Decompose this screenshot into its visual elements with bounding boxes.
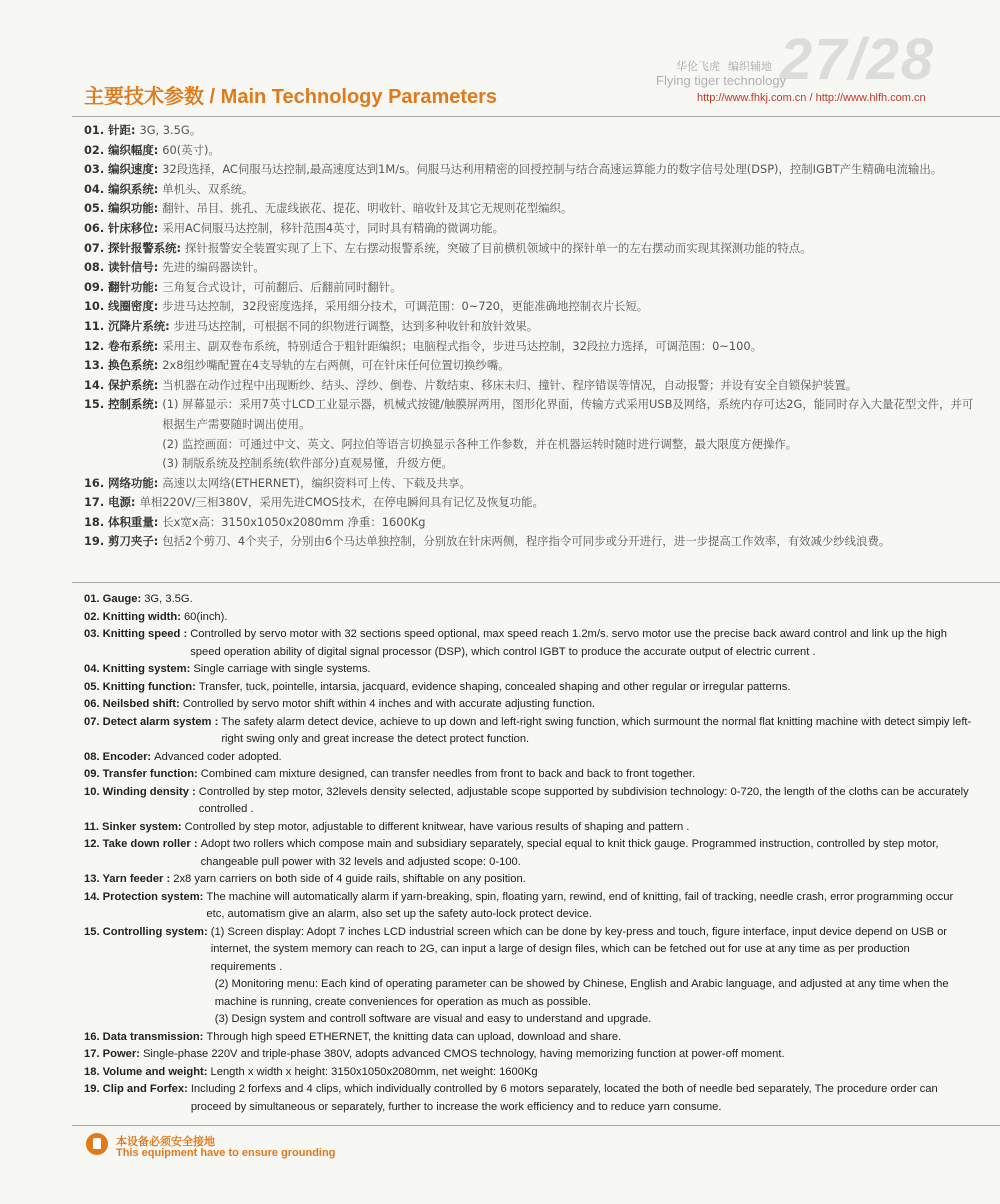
- divider-middle: [72, 582, 1000, 583]
- parameter-value: (1) Screen display: Adopt 7 inches LCD industrial screen which can be done by key-press and touch, figure interface, input device depend on USB or internet, the system memory can reach to 2G, can input a large of design files, which can be fetched out for use at any time as per production requirements .: [210, 925, 948, 973]
- parameter-row: [84, 199, 984, 219]
- parameter-value: 当机器在动作过程中出现断纱、结头、浮纱、倒卷、片数结束、移床未归、撞针、程序错误等情况，自动报警；并设有安全自锁保护装置。: [162, 377, 858, 392]
- parameter-row: [84, 889, 974, 924]
- parameter-label: 17. Power:: [84, 1048, 140, 1060]
- parameter-label: 09. 翻针功能:: [84, 279, 159, 294]
- parameter-value: 60(英寸)。: [162, 142, 220, 157]
- parameter-label: 08. Encoder:: [84, 750, 152, 763]
- parameter-row: [84, 1064, 974, 1082]
- parameter-label: 15. 控制系统:: [84, 397, 159, 412]
- parameter-row: [84, 278, 984, 298]
- parameter-value: Through high speed ETHERNET, the knitting data can upload, download and share.: [206, 1030, 622, 1043]
- parameter-label: 01. 针距:: [84, 123, 136, 137]
- parameter-row: [84, 591, 974, 609]
- parameter-value: Single carriage with single systems.: [193, 663, 371, 675]
- parameter-value: 探针报警安全装置实现了上下、左右摆动报警系统，突破了目前横机领域中的探针单一的左右摆动而实现其探测功能的特点。: [185, 240, 812, 255]
- page-title: 主要技术参数 / Main Technology Parameters: [84, 86, 498, 108]
- parameter-value: (2) 监控画面：可通过中文、英文、阿拉伯等语言切换显示各种工作参数，并在机器运转时随时进行调整，最大限度方便操作。: [162, 436, 798, 451]
- parameter-row: [84, 454, 984, 474]
- parameter-value: 32段选择，AC伺服马达控制,最高速度达到1M/s。伺服马达利用精密的回授控制与结合高速运算能力的数字信号处理(DSP)，控制IGBT产生精确电流输出。: [162, 162, 943, 177]
- parameter-value: 步进马达控制，32段密度选择，采用细分技术，可调范围：0~720，更能准确地控制衣片长短。: [162, 299, 649, 314]
- parameter-row: [84, 297, 984, 317]
- parameter-value: 单机头、双系统。: [162, 181, 254, 196]
- parameter-row: [84, 160, 984, 180]
- parameter-row: [84, 337, 984, 357]
- parameter-label: 07. 探针报警系统:: [84, 240, 182, 255]
- footer-warning-chinese: 本设备必须安全接地: [116, 1135, 215, 1148]
- parameter-row: [84, 395, 984, 434]
- parameter-value: 三角复合式设计，可前翻后、后翻前同时翻针。: [162, 279, 402, 294]
- parameter-label: 18. Volume and weight:: [84, 1065, 208, 1078]
- parameter-label: 07. Detect alarm system :: [84, 715, 219, 728]
- page-number: 27/28: [780, 27, 936, 92]
- parameter-row: [84, 976, 974, 1011]
- parameter-value: 步进马达控制，可根据不同的织物进行调整，达到多种收针和放针效果。: [173, 318, 539, 333]
- parameter-value: 采用AC伺服马达控制，移针范围4英寸，同时具有精确的微调功能。: [162, 220, 504, 235]
- parameter-label: 14. 保护系统:: [84, 377, 159, 392]
- chinese-parameter-list: [84, 121, 984, 552]
- parameter-label: 15. Controlling system:: [84, 925, 208, 938]
- parameter-value: The safety alarm detect device, achieve to up down and left-right swing function, which surmount the normal flat knitting machine with detect simpiy left-right swing only and great increase the detect protect function.: [221, 715, 972, 745]
- parameter-label: 04. 编织系统:: [84, 181, 159, 196]
- brand-english: Flying tiger technology: [656, 73, 787, 88]
- parameter-label: 03. 编织速度:: [84, 162, 159, 177]
- parameter-label: 16. Data transmission:: [84, 1030, 204, 1043]
- parameter-label: 02. 编织幅度:: [84, 142, 159, 157]
- parameter-row: [84, 376, 984, 396]
- parameter-value: Controlled by servo motor with 32 sections speed optional, max speed reach 1.2m/s. servo motor use the precise back award control and link up the high speed operation ability of digital signal processor (DSP), which control IGBT to produce the accurate output of electric current .: [190, 628, 947, 658]
- parameter-value: (3) 制版系统及控制系统(软件部分)直观易懂，升级方便。: [162, 456, 453, 471]
- parameter-label: 17. 电源:: [84, 495, 136, 510]
- parameter-label: 03. Knitting speed :: [84, 628, 188, 640]
- parameter-label: 04. Knitting system:: [84, 663, 191, 675]
- parameter-value: (2) Monitoring menu: Each kind of operating parameter can be showed by Chinese, English and Arabic language, and adjusted at any time when the machine is running, create conveniences for operation as much as possible.: [214, 978, 949, 1008]
- parameter-label: 06. Neilsbed shift:: [84, 698, 180, 710]
- parameter-row: [84, 609, 974, 627]
- parameter-row: [84, 1011, 974, 1029]
- parameter-value: Single-phase 220V and triple-phase 380V, adopts advanced CMOS technology, having memorizing function at power-off moment.: [142, 1048, 785, 1060]
- parameter-row: [84, 696, 974, 714]
- parameter-value: 包括2个剪刀、4个夹子，分别由6个马达单独控制，分别放在针床两侧，程序指令可同步或分开进行，进一步提高工作效率，有效减少纱线浪费。: [162, 534, 891, 549]
- parameter-value: 单相220V/三相380V，采用先进CMOS技术，在停电瞬间具有记忆及恢复功能。: [139, 495, 544, 510]
- parameter-label: 05. Knitting function:: [84, 680, 196, 693]
- parameter-value: 2x8 yarn carriers on both side of 4 guide rails, shiftable on any position.: [173, 873, 526, 885]
- parameter-row: [84, 749, 974, 767]
- parameter-row: [84, 435, 984, 455]
- parameter-row: [84, 219, 984, 239]
- parameter-label: 11. 沉降片系统:: [84, 318, 170, 333]
- parameter-row: [84, 356, 984, 376]
- parameter-value: Combined cam mixture designed, can transfer needles from front to back and back to front together.: [200, 768, 696, 780]
- parameter-row: [84, 1081, 974, 1116]
- grounding-warning-icon: [86, 1133, 108, 1155]
- parameter-row: [84, 493, 984, 513]
- parameter-row: [84, 513, 984, 533]
- website-urls[interactable]: http://www.fhkj.com.cn / http://www.hlfh.com.cn: [697, 92, 926, 104]
- parameter-row: [84, 317, 984, 337]
- parameter-row: [84, 532, 984, 552]
- parameter-row: [84, 121, 984, 141]
- footer-warning-english: This equipment have to ensure grounding: [116, 1147, 336, 1159]
- brand-cn-part-1: 华伦飞虎: [676, 60, 720, 73]
- parameter-value: Length x width x height: 3150x1050x2080mm, net weight: 1600Kg: [210, 1065, 538, 1078]
- parameter-row: [84, 871, 974, 889]
- parameter-row: [84, 661, 974, 679]
- parameter-value: 3G, 3.5G。: [139, 123, 202, 137]
- parameter-label: 13. 换色系统:: [84, 358, 159, 373]
- parameter-row: [84, 180, 984, 200]
- parameter-value: 高速以太网络(ETHERNET)，编织资料可上传、下载及共享。: [162, 475, 471, 490]
- parameter-label: 19. Clip and Forfex:: [84, 1083, 188, 1095]
- parameter-label: 12. Take down roller :: [84, 838, 198, 850]
- parameter-value: (3) Design system and controll software are visual and easy to understand and upgrade.: [214, 1013, 652, 1025]
- parameter-value: Advanced coder adopted.: [154, 750, 282, 763]
- parameter-value: 60(inch).: [183, 610, 228, 623]
- parameter-label: 10. Winding density :: [84, 785, 196, 798]
- parameter-label: 08. 读针信号:: [84, 260, 159, 275]
- parameter-label: 05. 编织功能:: [84, 201, 159, 216]
- parameter-value: Adopt two rollers which compose main and subsidiary separately, special equal to knit thick gauge. Programmed instruction, controlled by step motor, changeable pull power with 32 levels and adjusted scope: 0-100.: [200, 838, 939, 868]
- brand-cn-part-2: 编织辅地: [728, 60, 772, 73]
- parameter-label: 12. 卷布系统:: [84, 338, 159, 353]
- parameter-label: 09. Transfer function:: [84, 768, 198, 780]
- parameter-row: [84, 679, 974, 697]
- divider-bottom: [72, 1125, 1000, 1126]
- parameter-value: Controlled by servo motor shift within 4 inches and with accurate adjusting function.: [182, 698, 596, 710]
- parameter-label: 16. 网络功能:: [84, 475, 159, 490]
- brand-chinese: [676, 58, 780, 74]
- parameter-value: 翻针、吊目、挑孔、无虚线嵌花、提花、明收针、暗收针及其它无规则花型编织。: [162, 201, 573, 216]
- parameter-value: 2x8组纱嘴配置在4支导轨的左右两侧，可在针床任何位置切换纱嘴。: [162, 358, 510, 373]
- parameter-row: [84, 784, 974, 819]
- parameter-row: [84, 819, 974, 837]
- parameter-row: [84, 714, 974, 749]
- parameter-value: Transfer, tuck, pointelle, intarsia, jacquard, evidence shaping, concealed shaping and other regular or irregular patterns.: [198, 680, 791, 693]
- parameter-label: 19. 剪刀夹子:: [84, 534, 159, 549]
- parameter-value: 先进的编码器读针。: [162, 260, 265, 275]
- parameter-label: 10. 线圈密度:: [84, 299, 159, 314]
- parameter-label: 13. Yarn feeder :: [84, 873, 171, 885]
- parameter-value: 3G, 3.5G.: [144, 593, 193, 605]
- english-parameter-list: [84, 591, 974, 1116]
- parameter-label: 14. Protection system:: [84, 890, 204, 903]
- parameter-row: [84, 1046, 974, 1064]
- parameter-row: [84, 141, 984, 161]
- parameter-label: 06. 针床移位:: [84, 220, 159, 235]
- parameter-row: [84, 474, 984, 494]
- parameter-value: The machine will automatically alarm if yarn-breaking, spin, floating yarn, rewind, end of knitting, fail of tracking, needle crash, error programming occur etc, automatism give an alarm, also set up the safety auto-lock protect device.: [206, 890, 954, 920]
- parameter-value: Controlled by step motor, adjustable to different knitwear, have various results of shaping and pattern .: [184, 820, 690, 833]
- parameter-value: 采用主、副双卷布系统，特别适合于粗针距编织；电脑程式指令，步进马达控制，32段拉力选择，可调范围：0~100。: [162, 338, 763, 353]
- parameter-value: (1) 屏幕显示：采用7英寸LCD工业显示器，机械式按键/触膜屏两用，图形化界面，传输方式采用USB及网络，系统内存可达2G，能同时存入大量花型文件，并可根据生产需要随时调出使用。: [162, 397, 974, 431]
- parameter-label: 01. Gauge:: [84, 593, 142, 605]
- parameter-label: 18. 体积重量:: [84, 514, 159, 529]
- parameter-value: Including 2 forfexs and 4 clips, which individually controlled by 6 motors separately, located the both of needle bed separately, The procedure order can proceed by simultaneous or separately, further to increase the work efficiency and to reduce yarn consume.: [190, 1083, 938, 1113]
- parameter-row: [84, 766, 974, 784]
- parameter-label: 11. Sinker system:: [84, 820, 182, 833]
- parameter-row: [84, 626, 974, 661]
- parameter-row: [84, 239, 984, 259]
- divider-top: [72, 116, 1000, 117]
- parameter-label: 02. Knitting width:: [84, 610, 181, 623]
- parameter-row: [84, 1029, 974, 1047]
- parameter-row: [84, 258, 984, 278]
- parameter-row: [84, 836, 974, 871]
- parameter-value: Controlled by step motor, 32levels density selected, adjustable scope supported by subdivision technology: 0-720, the length of the cloths can be accurately controlled .: [198, 785, 969, 815]
- parameter-row: [84, 924, 974, 977]
- parameter-value: 长x宽x高：3150x1050x2080mm 净重：1600Kg: [162, 514, 426, 529]
